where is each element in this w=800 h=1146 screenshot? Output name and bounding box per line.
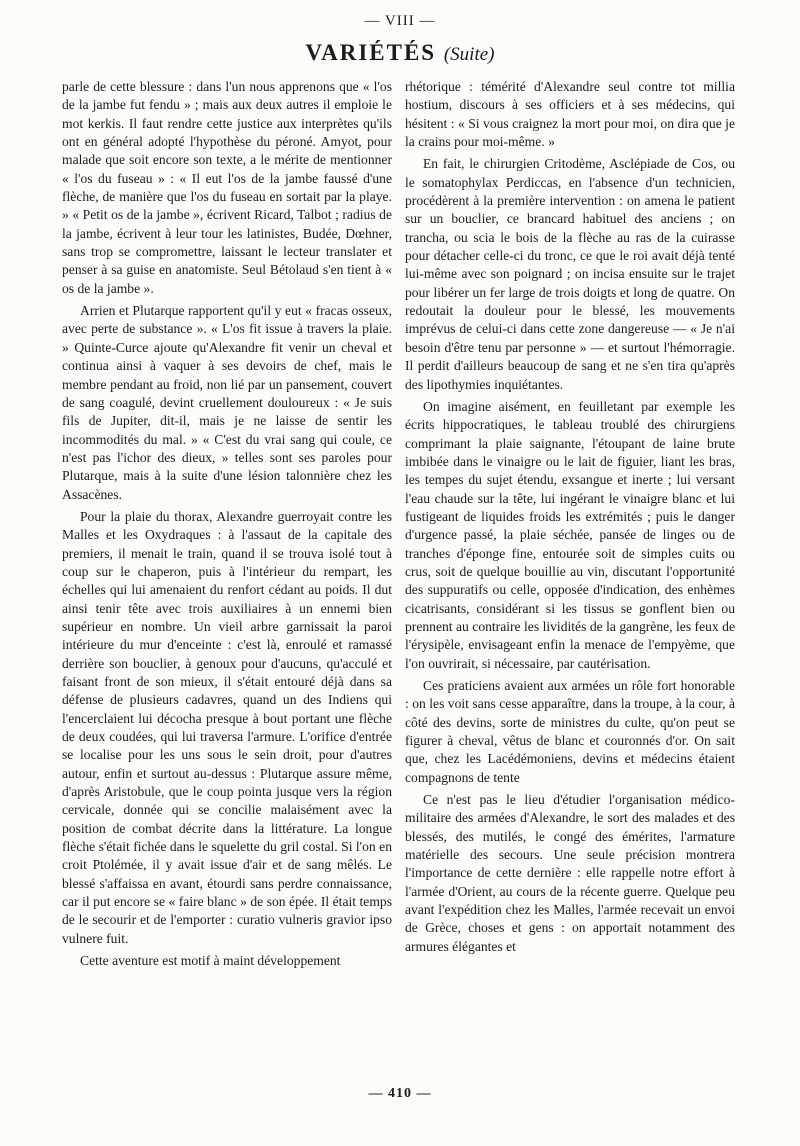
paragraph: En fait, le chirurgien Critodème, Asclépiade de Cos, ou le somatophylax Perdiccas, en l'absence d'un technicien, procédèrent à la première intervention : on amena le patient sur un bouclier, ce brancard habituel des anciens ; on trancha, ou scia le bois de la flèche au ras de la cuirasse pour détacher celle-ci du tronc, ce que le roi avait déjà tenté lui-même avec son poignard ; on incisa ensuite sur le trajet pour libérer un fer large de trois doigts et long de quatre. On redoutait la douleur pour le blessé, les mouvements imprévus de celui-ci dans cette zone dangereuse — « Je n'ai besoin d'être tenu par personne » — et surtout l'hémorragie. Il perdit d'ailleurs beaucoup de sang et ne s'en tira qu'après des lipothymies inquiétantes. [405,156,735,392]
paragraph: rhétorique : témérité d'Alexandre seul contre tot millia hostium, discours à ses officiers et à ses médecins, qui hésitent : « Si vous craignez la mort pour moi, on dira que je la crains pour moi-même. » [405,79,735,150]
page-number: — 410 — [368,1086,432,1101]
section-title [0,40,800,66]
paragraph: On imagine aisément, en feuilletant par exemple les écrits hippocratiques, le tableau troublé des chirurgiens comprimant la plaie saignante, l'étoupant de laine brute imbibée dans le vinaigre ou le lait de figuier, liant les bras, les tempes du sujet étendu, exsangue et inerte ; lui versant l'eau chaude sur la tête, lui ingérant le vinaigre blanc et lui fustigeant de liquides froids les extrémités ; puis le danger d'urgence passé, la plaie séchée, pansée de linges ou de tranches d'éponge fine, entourée soit de simples cuits ou crus, soit de quelque bouillie au vin, discutant l'opportunité des suppuratifs ou celle, opposée d'indication, des enhèmes cicatrisants, considérant si les tissus se gonflent bien ou prennent au contraire les lividités de la gangrène, les feux de l'érysipèle, envisageant enfin la menace de l'empyème, que l'on ouvrirait, si nécessaire, par cautérisation. [405,398,735,671]
paragraph: Arrien et Plutarque rapportent qu'il y eut « fracas osseux, avec perte de substance ». « L'os fit issue à travers la plaie. » Quinte-Curce ajoute qu'Alexandre fit venir un cheval et continua ainsi à vaquer à ses devoirs de chef, mais le membre pendant au froid, non lié par un pansement, couvert de sang coagulé, devint cruellement douloureux : « Je suis fils de Jupiter, dit-il, mais je ne laisse de sentir les incommodités du mal. » « C'est du vrai sang qui coule, ce n'est pas l'ichor des dieux, » telles sont ses paroles pour Plutarque, mais à la suite d'une lésion talonnière chez les Assacènes. [62,303,392,502]
left-column [62,78,392,971]
section-title-text: VARIÉTÉS [305,40,437,65]
paragraph: Ces praticiens avaient aux armées un rôle fort honorable : on les voit sans cesse apparaître, dans la troupe, à la cour, à côté des devins, sorte de ministres du culte, qu'on peut se figurer à cheval, vêtus de blanc et couronnés d'or. On sait que, chez les Lacédémoniens, devins et médecins étaient compagnons de tente [405,678,735,785]
paragraph: Cette aventure est motif à maint développement [80,953,341,969]
right-column [405,78,735,956]
section-title-suffix: (Suite) [443,44,495,65]
page-roman-numeral: — VIII — [364,13,436,29]
paragraph: Pour la plaie du thorax, Alexandre guerroyait contre les Malles et les Oxydraques : à l'assaut de la capitale des premiers, il menait le train, quand il se trouva isolé tout à coup sur le chaperon, puis à l'intérieur du rempart, les échelles qui lui amenaient du renfort cédant au poids. Il dut ainsi tenir tête avec trois auxiliaires à un ennemi bien supérieur en nombre. Un vieil arbre garnissait la paroi intérieure du mur d'enceinte : c'est là, enroulé et ramassé derrière son bouclier, à genoux pour d'aucuns, qu'acculé et faisant front de son mieux, il s'était entouré déjà dans sa défense de plusieurs cadavres, quand un des Indiens qui l'encerclaient lui décocha presque à bout portant une flèche de deux coudées, qui lui traversa l'armure. L'orifice d'entrée se localise pour les uns sous le sein droit, pour d'autres autour, enfin et surtout au-dessus : Plutarque assure même, d'après Aristobule, que le coup pointa jusque vers la région cervicale, donnée qui se concilie malaisément avec la position de combat décrite dans la littérature. La longue flèche s'était fichée dans le squelette du gril costal. Si l'on en croit Ptolémée, il y avait issue d'air et de sang mêlés. Le blessé s'affaissa en avant, étourdi sans perdre connaissance, car il put encore se « faire blanc » de son épée. Il était temps de le secourir et de l'emporter : curatio vulneris gravior ipso vulnere fuit. [62,508,392,946]
paragraph: parle de cette blessure : dans l'un nous apprenons que « l'os de la jambe fut fendu » ; mais aux deux autres il emploie le mot kerkis. Il faut rendre cette justice aux interprètes qu'ils ont en général adopté l'hypothèse du péroné. Amyot, pour malade que soit encore son texte, a le mérite de mentionner « l'os du fuseau » : « Il eut l'os de la jambe faussé d'une flèche, de manière que l'os du fuseau en sortait par la playe. » « Petit os de la jambe », écrivent Ricard, Talbot ; radius de la jambe, écrivent à leur tour les latinistes, Budée, Dœhner, sans trop se compromettre, laissant le lecteur translater et penser à sa guise en anatomiste. Seul Bétolaud s'en tient à « os de la jambe ». [62,79,392,296]
paragraph: Ce n'est pas le lieu d'étudier l'organisation médico-militaire des armées d'Alexandre, le sort des malades et des blessés, des mutilés, le congé des émérites, l'armature matérielle des secours. Une seule précision montrera l'importance de cette dernière : elle rappelle notre effort à l'armée d'Orient, au cours de la récente guerre. Quelque peu avant l'expédition chez les Malles, l'armée recevait un envoi de Grèce, choses et gens : on apportait notamment des armures élégantes et [405,792,735,954]
